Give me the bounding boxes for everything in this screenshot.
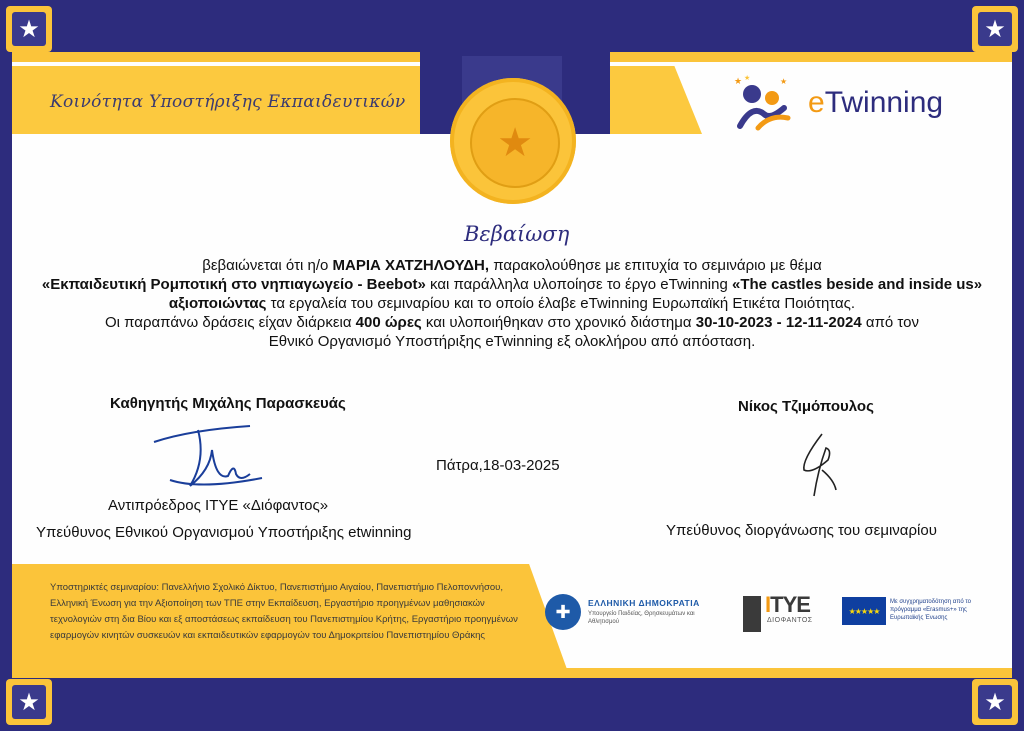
- svg-text:★: ★: [734, 76, 743, 86]
- left-signatory-role-2: Υπεύθυνος Εθνικού Οργανισμού Υποστήριξης etwinning: [36, 524, 412, 541]
- recipient-name: ΜΑΡΙΑ ΧΑΤΖΗΛΟΥΔΗ,: [332, 257, 490, 274]
- corner-bottom-right: [972, 679, 1018, 725]
- svg-text:★: ★: [780, 77, 788, 86]
- star-icon: ★: [978, 685, 1012, 719]
- line4-prefix: Οι παραπάνω δράσεις είχαν διάρκεια: [105, 314, 356, 331]
- corner-top-left: [6, 6, 52, 52]
- etwinning-logo-text: [808, 86, 943, 120]
- itye-logo-text: [765, 592, 810, 618]
- certificate-body: [28, 256, 996, 351]
- corner-bottom-left: [6, 679, 52, 725]
- line4-suffix: από τον: [861, 314, 919, 331]
- time-period: 30-10-2023 - 12-11-2024: [695, 314, 862, 331]
- line1-suffix: παρακολούθησε με επιτυχία το σεμινάριο με θέμα: [489, 257, 822, 274]
- left-signatory-name: Καθηγητής Μιχάλης Παρασκευάς: [110, 395, 346, 412]
- logo-letter-e: e: [808, 86, 825, 119]
- duration-hours: 400 ώρες: [355, 314, 422, 331]
- corner-top-right: [972, 6, 1018, 52]
- line4-middle: και υλοποιήθηκαν στο χρονικό διάστημα: [421, 314, 696, 331]
- logo-word: Twinning: [824, 86, 944, 119]
- greek-republic-emblem-icon: ✚: [545, 594, 581, 630]
- itye-mark-icon: [743, 596, 761, 632]
- seminar-title: «Εκπαιδευτική Ρομποτική στο νηπιαγωγείο - Beebot»: [41, 276, 426, 293]
- certificate-title: Βεβαίωση: [464, 222, 570, 246]
- right-signatory-role: Υπεύθυνος διοργάνωσης του σεμιναρίου: [666, 522, 937, 539]
- gov-title: ΕΛΛΗΝΙΚΗ ΔΗΜΟΚΡΑΤΙΑ: [588, 598, 700, 608]
- star-icon: ★: [978, 12, 1012, 46]
- line1-prefix: βεβαιώνεται ότι η/ο: [202, 257, 333, 274]
- etwinning-logo-icon: [730, 74, 794, 134]
- itye-logo-i: I: [765, 592, 771, 617]
- frame-top: [0, 0, 1024, 56]
- itye-subtitle: ΔΙΟΦΑΝΤΟΣ: [767, 617, 813, 624]
- body-line-2: [28, 275, 996, 294]
- community-title: Κοινότητα Υποστήριξης Εκπαιδευτικών: [50, 92, 406, 112]
- star-icon: ★: [12, 685, 46, 719]
- medal-star-icon: ★: [470, 98, 560, 188]
- line2-middle: και παράλληλα υλοποίησε το έργο eTwinning: [425, 276, 732, 293]
- left-signature-image: [150, 420, 270, 500]
- star-icon: ★: [12, 12, 46, 46]
- line3-bold: αξιοποιώντας: [168, 295, 267, 312]
- footer-supporters: Υποστηρικτές σεμιναρίου: Πανελλήνιο Σχολικό Δίκτυο, Πανεπιστήμιο Αιγαίου, Πανεπιστήμιο Πελοποννήσου, Ελληνική Ένωση για την Αξιοποίηση των ΤΠΕ στην Εκπαίδευση, Εργαστήριο προηγμένων μαθησιακών τεχνολογιών στη δια Βίου και εξ αποστάσεως εκπαίδευση του Πανεπιστημίου Κρήτης, Εργαστήριο προηγμένων εφαρμογών κινητών συσκευών και εκπαιδευτικών εφαρμογών του Δημοκριτείου Πανεπιστημίου Θράκης: [50, 582, 518, 641]
- right-signatory-name: Νίκος Τζιμόπουλος: [738, 398, 874, 415]
- eu-funding-text: Με συγχρηματοδότηση από το πρόγραμμα «Erasmus+» της Ευρωπαϊκής Ένωσης: [890, 599, 972, 621]
- frame-bottom: [0, 676, 1024, 731]
- place-date: Πάτρα,18-03-2025: [436, 457, 560, 474]
- left-signatory-role-1: Αντιπρόεδρος ΙΤΥΕ «Διόφαντος»: [108, 497, 329, 514]
- svg-text:★: ★: [744, 75, 751, 82]
- frame-right: [1012, 0, 1024, 731]
- frame-left: [0, 0, 12, 731]
- itye-logo-rest: TYE: [770, 592, 810, 617]
- body-line-1: [28, 256, 996, 275]
- eu-flag-icon: ★★★★★: [842, 597, 886, 625]
- right-signature-image: [792, 430, 852, 500]
- body-line-3: [28, 294, 996, 313]
- body-line-5: Εθνικό Οργανισμό Υποστήριξης eTwinning εξ ολοκλήρου από απόσταση.: [268, 333, 756, 350]
- body-line-4: [28, 313, 996, 332]
- project-title: «The castles beside and inside us»: [732, 276, 983, 293]
- gov-subtitle: Υπουργείο Παιδείας, Θρησκευμάτων και Αθλητισμού: [588, 611, 695, 625]
- line3-rest: τα εργαλεία του σεμιναρίου και το οποίο έλαβε eTwinning Ευρωπαϊκή Ετικέτα Ποιότητας.: [266, 295, 856, 312]
